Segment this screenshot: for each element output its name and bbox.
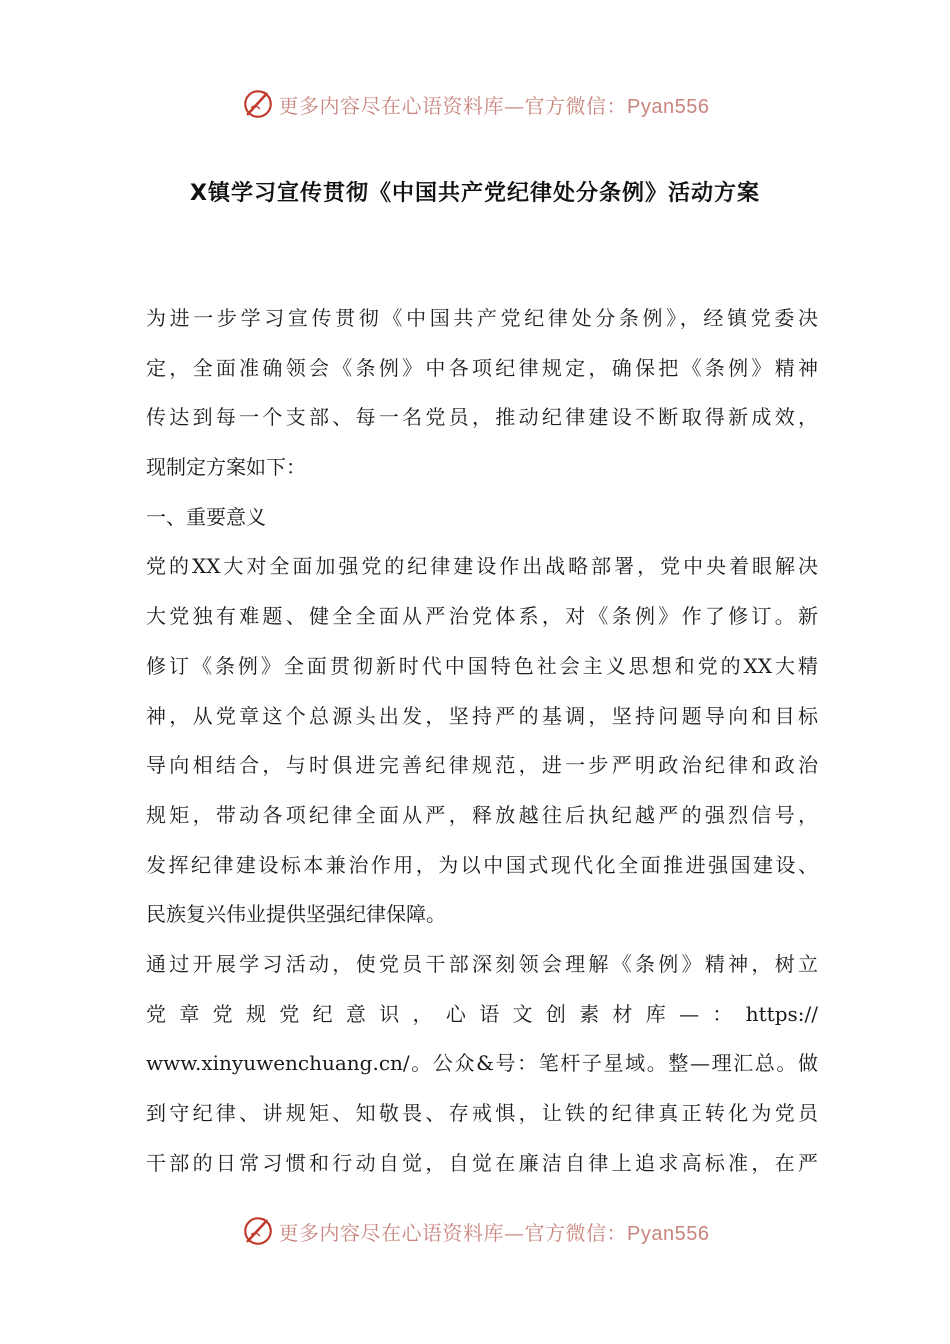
body-line: 现制定方案如下：	[146, 455, 306, 480]
body-line: www.xinyuwenchuang.cn/。公众&号：笔杆子星域。整—理汇总。做	[146, 1051, 818, 1076]
body-line: 党章党规党纪意识，心语文创素材库—：https://	[146, 1001, 818, 1026]
banner-text	[279, 1217, 710, 1246]
banner-handle: Pyan556	[627, 1222, 710, 1245]
document-title: X镇学习宣传贯彻《中国共产党纪律处分条例》活动方案	[190, 181, 760, 206]
body-line: 为进一步学习宣传贯彻《中国共产党纪律处分条例》，经镇党委决	[146, 306, 818, 330]
body-line: 规矩，带动各项纪律全面从严，释放越往后执纪越严的强烈信号，	[146, 802, 818, 827]
document-body	[146, 300, 818, 1194]
body-line: 导向相结合，与时俱进完善纪律规范，进一步严明政治纪律和政治	[146, 753, 818, 778]
body-line: 传达到每一个支部、每一名党员，推动纪律建设不断取得新成效，	[146, 405, 818, 430]
body-line: 定，全面准确领会《条例》中各项纪律规定，确保把《条例》精神	[146, 355, 818, 380]
body-line: 神，从党章这个总源头出发，坚持严的基调，坚持问题导向和目标	[146, 703, 818, 728]
pen-logo-icon	[241, 87, 275, 121]
banner-label: 更多内容尽在心语资料库—官方微信：	[278, 93, 628, 118]
body-line: 党的XX大对全面加强党的纪律建设作出战略部署，党中央着眼解决	[146, 554, 818, 579]
banner-text	[279, 90, 710, 119]
body-line: 发挥纪律建设标本兼治作用，为以中国式现代化全面推进强国建设、	[146, 852, 818, 877]
banner-handle: Pyan556	[627, 95, 710, 118]
body-line: 干部的日常习惯和行动自觉，自觉在廉洁自律上追求高标准，在严	[146, 1150, 818, 1175]
body-line: 修订《条例》全面贯彻新时代中国特色社会主义思想和党的XX大精	[146, 653, 818, 678]
body-line: 到守纪律、讲规矩、知敬畏、存戒惧，让铁的纪律真正转化为党员	[146, 1101, 818, 1125]
header-banner	[0, 84, 950, 124]
body-line: 大党独有难题、健全全面从严治党体系，对《条例》作了修订。新	[146, 604, 818, 629]
pen-logo-icon	[241, 1214, 275, 1248]
section-heading: 一、重要意义	[146, 504, 266, 529]
banner-label: 更多内容尽在心语资料库—官方微信：	[278, 1220, 628, 1245]
body-line: 通过开展学习活动，使党员干部深刻领会理解《条例》精神，树立	[146, 951, 818, 976]
body-line: 民族复兴伟业提供坚强纪律保障。	[146, 902, 446, 927]
footer-banner	[0, 1211, 950, 1251]
